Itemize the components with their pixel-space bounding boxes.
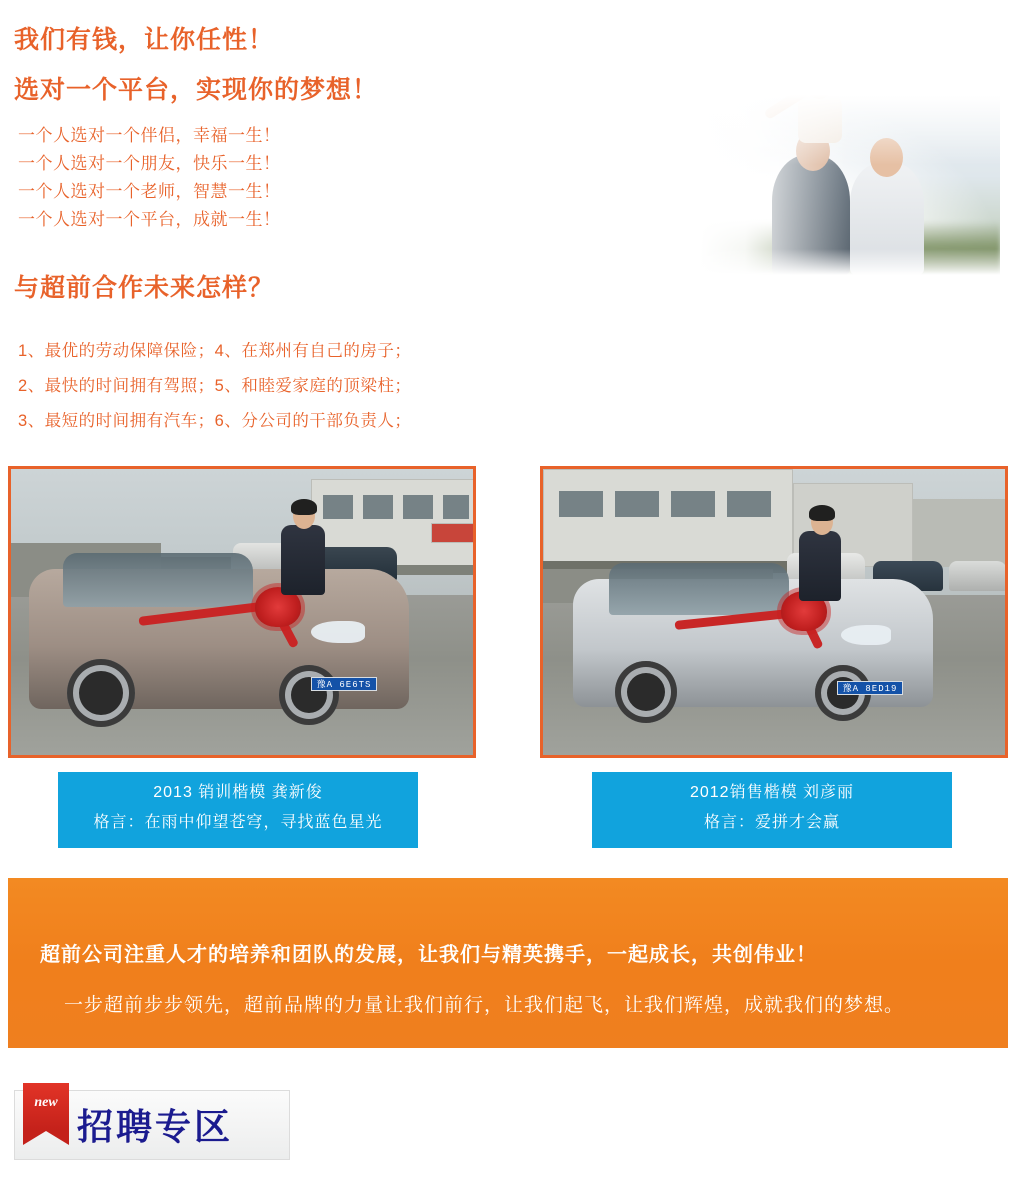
building-window [443,495,469,519]
award-recipient-hair [809,505,835,521]
car-windshield [609,563,789,615]
background-building [543,469,793,567]
car-wheel [279,665,339,725]
car-headlight [841,625,891,645]
benefit-item: 2、最快的时间拥有驾照；5、和睦爱家庭的顶梁柱； [18,377,412,395]
photo-fade-top [700,95,1000,165]
caption-motto: 格言：爱拼才会赢 [703,814,840,831]
caption-right [592,772,952,848]
building-window [559,491,603,517]
slogan-list [18,122,281,234]
car-headlight [311,621,365,643]
new-ribbon-icon [23,1083,69,1147]
banner-headline: 超前公司注重人才的培养和团队的发展，让我们与精英携手，一起成长，共创伟业！ [40,944,817,966]
car-windshield [63,553,253,607]
caption-title: 2012销售楷模 刘彦丽 [689,784,855,801]
background-car [949,561,1007,591]
building-sign [431,523,475,543]
license-plate: 豫A 6E6TS [311,677,377,691]
benefit-item: 3、最短的时间拥有汽车；6、分公司的干部负责人； [18,412,412,430]
new-badge-label: new [34,1095,58,1110]
orange-banner [8,878,1008,1048]
caption-left [58,772,418,848]
ribbon-tail-right [46,1131,69,1145]
benefits-list [18,334,411,439]
headline-primary: 我们有钱，让你任性！ [14,26,275,54]
background-wall [913,499,1007,567]
building-window [727,491,771,517]
slogan-item: 一个人选对一个伴侣，幸福一生！ [18,126,281,145]
award-recipient-body [799,531,841,601]
car-wheel [67,659,135,727]
benefit-item: 1、最优的劳动保障保险；4、在郑州有自己的房子； [18,342,412,360]
building-window [403,495,433,519]
caption-motto: 格言：在雨中仰望苍穹，寻找蓝色星光 [93,814,383,831]
award-photo-right [540,466,1008,758]
slogan-item: 一个人选对一个朋友，快乐一生！ [18,154,281,173]
banner-subtext: 一步超前步步领先，超前品牌的力量让我们前行，让我们起飞，让我们辉煌，成就我们的梦想。 [64,995,905,1016]
photo-fade-bottom [700,249,1000,275]
caption-title: 2013 销训楷模 龚新俊 [153,784,323,801]
headline-secondary: 选对一个平台，实现你的梦想！ [14,76,379,104]
award-photo-left [8,466,476,758]
ribbon-tail-left [23,1131,46,1145]
recruitment-title: 招聘专区 [77,1107,234,1147]
recruitment-banner[interactable] [14,1090,290,1160]
building-window [615,491,659,517]
award-recipient-hair [291,499,317,515]
building-window [363,495,393,519]
car-wheel [615,661,677,723]
slogan-item: 一个人选对一个平台，成就一生！ [18,210,281,229]
building-window [671,491,715,517]
award-recipient-body [281,525,325,595]
headline-benefits: 与超前合作未来怎样？ [14,274,275,302]
family-photo [700,95,1000,275]
building-window [323,495,353,519]
license-plate: 豫A 8ED19 [837,681,903,695]
slogan-item: 一个人选对一个老师，智慧一生！ [18,182,281,201]
